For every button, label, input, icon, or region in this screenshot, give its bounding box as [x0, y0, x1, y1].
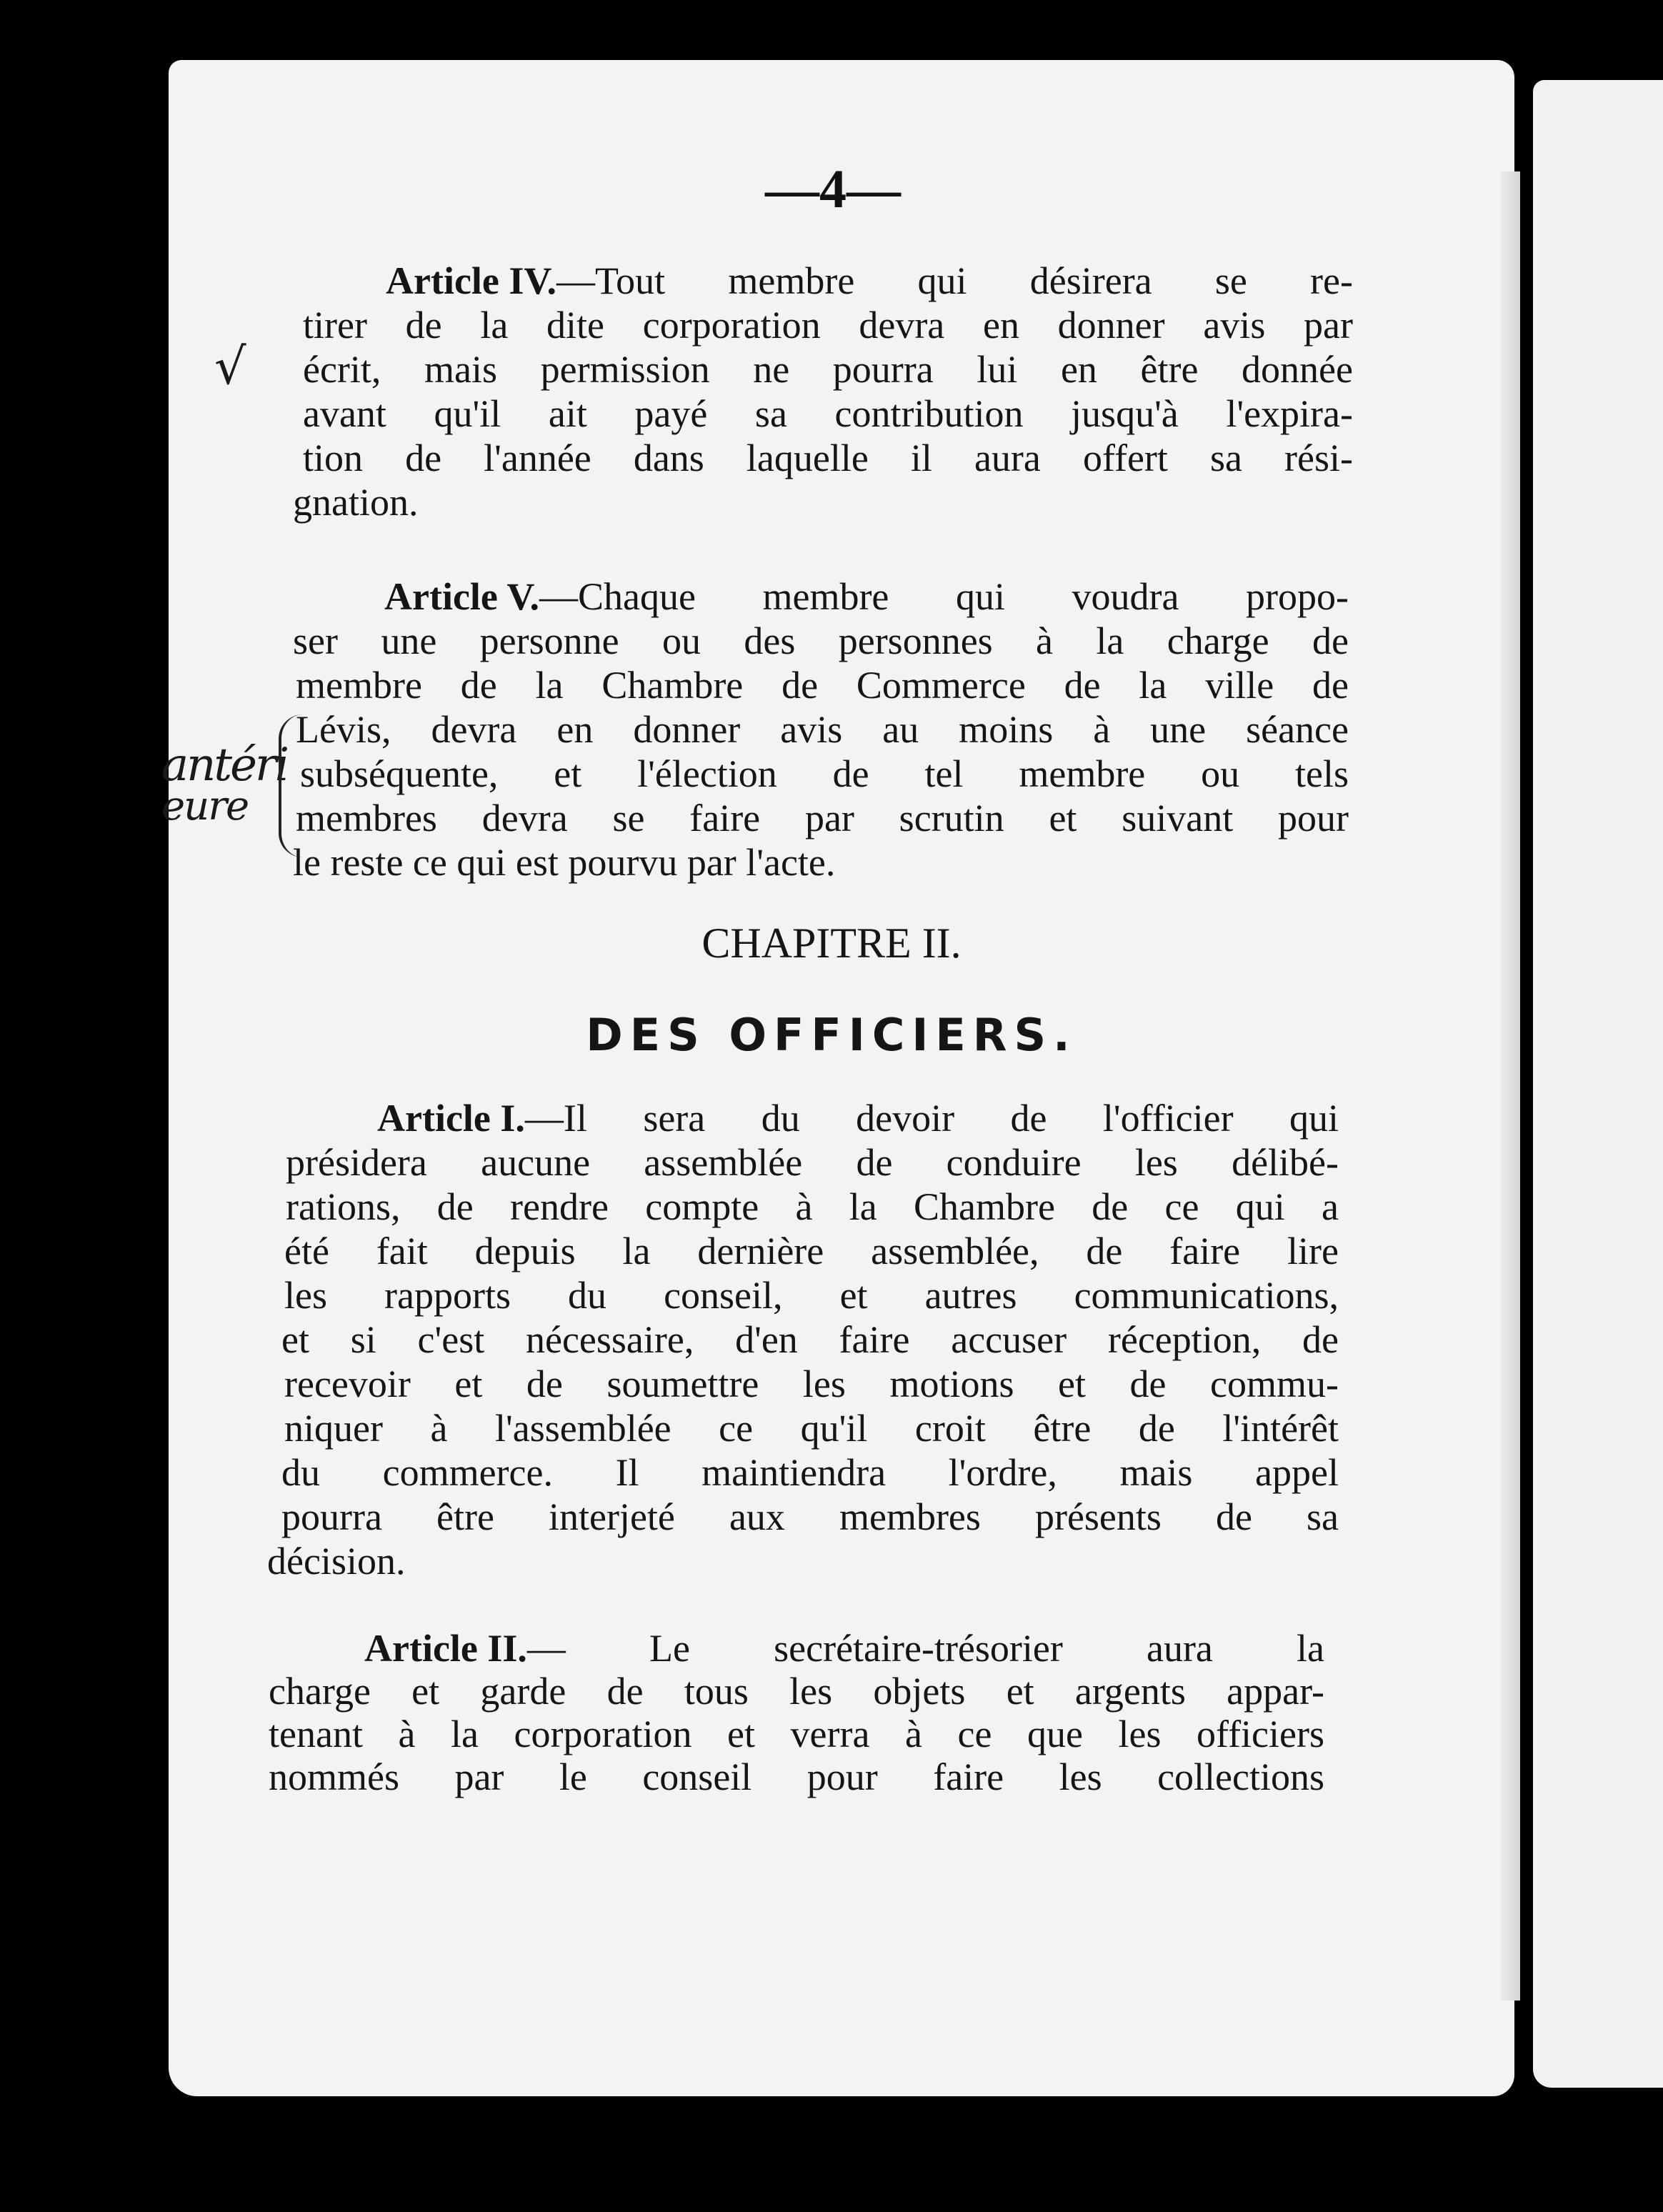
- line-text: tirer de la dite corporation devra en donner avis par: [303, 304, 1353, 347]
- chapter-title: CHAPITRE II.: [701, 920, 962, 967]
- text-line: [303, 439, 1353, 477]
- line-text: nommés par le conseil pour faire les collections: [269, 1755, 1324, 1798]
- line-text: et si c'est nécessaire, d'en faire accuser réception, de: [281, 1318, 1339, 1361]
- article-label: Article II.: [364, 1627, 527, 1670]
- handwritten-brace: [279, 714, 303, 857]
- text-line: [300, 754, 1349, 793]
- article-label: Article V.: [384, 575, 539, 618]
- line-text: décision.: [267, 1540, 406, 1583]
- handwritten-margin-note: antéri: [161, 739, 288, 792]
- text-line: [296, 797, 1349, 840]
- text-line: [286, 1143, 1339, 1182]
- text-line: [281, 1495, 1339, 1538]
- line-text: avant qu'il ait payé sa contribution jusqu'à l'expira-: [303, 392, 1353, 435]
- line-text: — Le secrétaire-trésorier aura la: [526, 1627, 1324, 1670]
- text-line: [269, 1715, 1324, 1753]
- text-line: [284, 1362, 1339, 1405]
- line-text: écrit, mais permission ne pourra lui en être donnée: [303, 348, 1353, 391]
- handwritten-margin-note: eure: [161, 783, 249, 830]
- line-text: membre de la Chambre de Commerce de la ville de: [296, 664, 1349, 707]
- line-text: le reste ce qui est pourvu par l'acte.: [293, 841, 836, 884]
- text-line: [384, 577, 1349, 616]
- line-text: rations, de rendre compte à la Chambre de ce qui a: [286, 1185, 1339, 1228]
- article-label: Article IV.: [386, 259, 556, 302]
- text-line: [296, 664, 1349, 707]
- text-line: [269, 1670, 1324, 1713]
- page-number: —4—: [765, 159, 901, 219]
- facing-page-edge: [1533, 80, 1663, 2088]
- line-text: —Il sera du devoir de l'officier qui: [524, 1097, 1339, 1140]
- text-line: [284, 1409, 1339, 1448]
- text-line: [293, 619, 1349, 662]
- line-text: subséquente, et l'élection de tel membre ou tels: [300, 752, 1349, 795]
- line-text: gnation.: [293, 481, 419, 524]
- text-line: [303, 304, 1353, 347]
- text-line: [377, 1097, 1339, 1140]
- section-title: DES OFFICIERS.: [586, 1009, 1077, 1061]
- line-text: charge et garde de tous les objets et argents appar-: [269, 1670, 1324, 1713]
- line-text: Lévis, devra en donner avis au moins à une séance: [296, 708, 1349, 751]
- line-text: tenant à la corporation et verra à ce que les officiers: [269, 1713, 1324, 1755]
- article-label: Article I.: [377, 1097, 525, 1140]
- handwritten-checkmark: √: [214, 337, 246, 396]
- line-text: pourra être interjeté aux membres présents de sa: [281, 1495, 1339, 1538]
- text-line: [281, 1453, 1339, 1492]
- text-line: [303, 394, 1353, 433]
- text-line: [386, 261, 1353, 300]
- text-line: [364, 1629, 1324, 1668]
- text-line: [284, 1232, 1339, 1270]
- text-line: [296, 710, 1349, 749]
- line-text: été fait depuis la dernière assemblée, de faire lire: [284, 1230, 1339, 1272]
- text-line: [293, 483, 418, 522]
- line-text: présidera aucune assemblée de conduire les délibé-: [286, 1141, 1339, 1184]
- text-line: [293, 843, 835, 882]
- line-text: les rapports du conseil, et autres communications,: [284, 1274, 1339, 1317]
- text-line: [286, 1187, 1339, 1226]
- line-text: —Chaque membre qui voudra propo-: [539, 575, 1349, 618]
- line-text: —Tout membre qui désirera se re-: [556, 259, 1353, 302]
- text-line: [303, 350, 1353, 389]
- text-line: [281, 1320, 1339, 1359]
- line-text: tion de l'année dans laquelle il aura offert sa rési-: [303, 437, 1353, 479]
- line-text: du commerce. Il maintiendra l'ordre, mais appel: [281, 1451, 1339, 1494]
- line-text: ser une personne ou des personnes à la charge de: [293, 619, 1349, 662]
- line-text: niquer à l'assemblée ce qu'il croit être de l'intérêt: [284, 1407, 1339, 1450]
- line-text: recevoir et de soumettre les motions et de commu-: [284, 1362, 1339, 1405]
- text-line: [267, 1540, 406, 1583]
- text-line: [269, 1755, 1324, 1798]
- page-fold: [1500, 171, 1520, 2001]
- line-text: membres devra se faire par scrutin et suivant pour: [296, 797, 1349, 840]
- text-line: [284, 1276, 1339, 1315]
